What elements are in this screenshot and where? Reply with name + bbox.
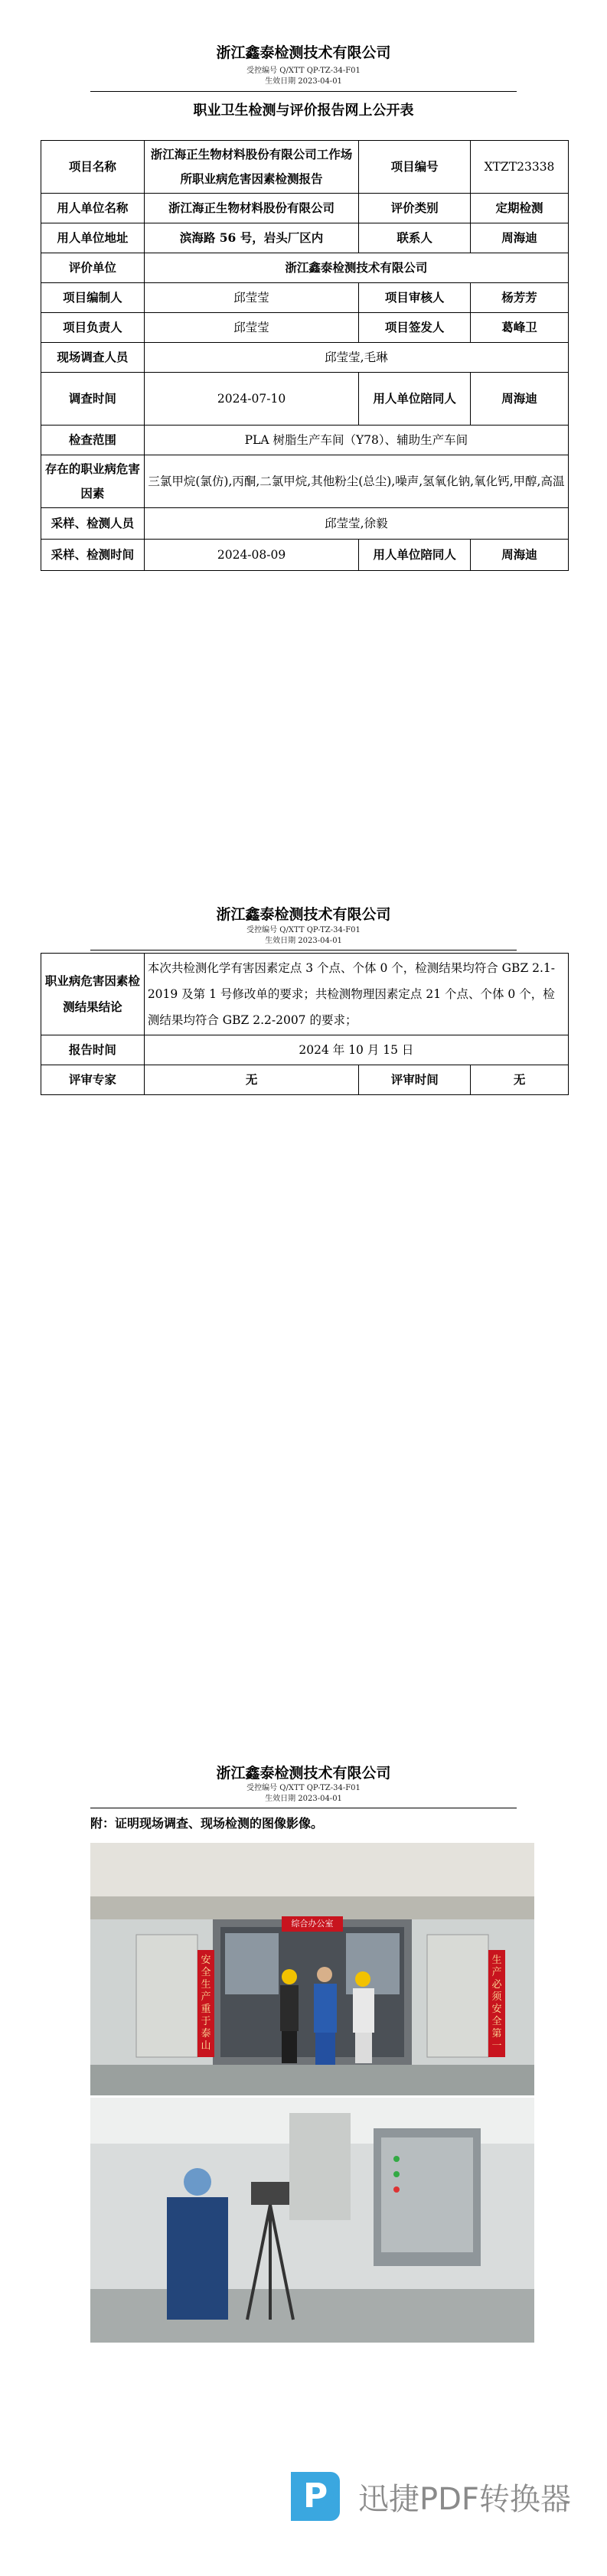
eval-unit-label: 评价单位 (41, 253, 145, 283)
watermark-logo-letter: P (303, 2477, 328, 2516)
control-number: 受控编号 Q/XTT QP-TZ-34-F01 (246, 1784, 361, 1792)
effective-date: 生效日期 2023-04-01 (265, 77, 342, 86)
table-row (41, 455, 569, 508)
table-row (41, 253, 569, 283)
project-name-label: 项目名称 (41, 141, 145, 194)
table-row (41, 283, 569, 313)
effective-date: 生效日期 2023-04-01 (265, 937, 342, 945)
hazards-label: 存在的职业病危害因素 (41, 455, 145, 508)
site-testing-photo (90, 2098, 534, 2343)
survey-time-label: 调查时间 (41, 373, 145, 426)
table-row (41, 194, 569, 223)
expert-label: 评审专家 (41, 1065, 145, 1095)
survey-time-value: 2024-07-10 (144, 373, 359, 426)
hazards-value: 三氯甲烷(氯仿),丙酮,二氯甲烷,其他粉尘(总尘),噪声,氢氧化钠,氧化钙,甲醇,高温 (144, 455, 568, 508)
project-name-value: 浙江海正生物材料股份有限公司工作场所职业病危害因素检测报告 (144, 141, 359, 194)
attachment-title: 附：证明现场调查、现场检测的图像影像。 (90, 1816, 324, 1831)
accompany2-label: 用人单位陪同人 (359, 540, 471, 571)
eval-type-label: 评价类别 (359, 194, 471, 223)
accompany2-value: 周海迪 (471, 540, 569, 571)
conclusion-value: 本次共检测化学有害因素定点 3 个点、个体 0 个，检测结果均符合 GBZ 2.1-2019 及第 1 号修改单的要求；共检测物理因素定点 21 个点、个体 0 个，检测结果均符合 GBZ 2.2-2007 的要求； (144, 954, 568, 1035)
door-plaque: 综合办公室 (291, 1919, 334, 1929)
compiler-label: 项目编制人 (41, 283, 145, 313)
site-investigator-label: 现场调查人员 (41, 343, 145, 373)
sampler-label: 采样、检测人员 (41, 508, 145, 540)
table-row (41, 343, 569, 373)
table-row (41, 1065, 569, 1095)
banner-right: 生产必须安全第一 (491, 1955, 502, 2052)
project-no-value: XTZT23338 (471, 141, 569, 194)
conclusion-table (41, 953, 569, 1095)
expert-value: 无 (144, 1065, 359, 1095)
issuer-label: 项目签发人 (359, 313, 471, 343)
site-survey-photo (90, 1843, 534, 2095)
reviewer-label: 项目审核人 (359, 283, 471, 313)
company-name: 浙江鑫泰检测技术有限公司 (216, 1765, 391, 1782)
project-no-label: 项目编号 (359, 141, 471, 194)
header-divider (90, 91, 517, 92)
converter-watermark (285, 2463, 576, 2532)
banner-left: 安全生产重于泰山 (201, 1955, 211, 2052)
contact-value: 周海迪 (471, 223, 569, 253)
accompany-value: 周海迪 (471, 373, 569, 426)
contact-label: 联系人 (359, 223, 471, 253)
effective-date: 生效日期 2023-04-01 (265, 1795, 342, 1803)
employer-value: 浙江海正生物材料股份有限公司 (144, 194, 359, 223)
table-row (41, 508, 569, 540)
table-row (41, 313, 569, 343)
control-number: 受控编号 Q/XTT QP-TZ-34-F01 (246, 67, 361, 75)
sample-time-value: 2024-08-09 (144, 540, 359, 571)
table-row (41, 954, 569, 1035)
document-title: 职业卫生检测与评价报告网上公开表 (193, 103, 414, 119)
info-table (41, 140, 569, 571)
leader-value: 邱莹莹 (144, 313, 359, 343)
company-name: 浙江鑫泰检测技术有限公司 (216, 44, 391, 61)
table-row (41, 141, 569, 194)
conclusion-label: 职业病危害因素检测结果结论 (41, 954, 145, 1035)
table-row (41, 426, 569, 455)
table-row (41, 1035, 569, 1065)
eval-unit-value: 浙江鑫泰检测技术有限公司 (144, 253, 568, 283)
report-time-value: 2024 年 10 月 15 日 (144, 1035, 568, 1065)
address-value: 滨海路 56 号，岩头厂区内 (144, 223, 359, 253)
eval-type-value: 定期检测 (471, 194, 569, 223)
scope-value: PLA 树脂生产车间（Y78）、辅助生产车间 (144, 426, 568, 455)
site-survey-illustration (90, 1843, 534, 2095)
table-row (41, 223, 569, 253)
report-time-label: 报告时间 (41, 1035, 145, 1065)
leader-label: 项目负责人 (41, 313, 145, 343)
reviewer-value: 杨芳芳 (471, 283, 569, 313)
header-divider (90, 950, 517, 951)
watermark-text: 迅捷PDF转换器 (358, 2482, 571, 2517)
address-label: 用人单位地址 (41, 223, 145, 253)
site-investigator-value: 邱莹莹,毛琳 (144, 343, 568, 373)
review-time-label: 评审时间 (359, 1065, 471, 1095)
control-number: 受控编号 Q/XTT QP-TZ-34-F01 (246, 926, 361, 934)
table-row (41, 373, 569, 426)
sampler-value: 邱莹莹,徐毅 (144, 508, 568, 540)
table-row (41, 540, 569, 571)
scope-label: 检查范围 (41, 426, 145, 455)
site-testing-illustration (90, 2098, 534, 2343)
review-time-value: 无 (471, 1065, 569, 1095)
employer-label: 用人单位名称 (41, 194, 145, 223)
compiler-value: 邱莹莹 (144, 283, 359, 313)
issuer-value: 葛峰卫 (471, 313, 569, 343)
accompany-label: 用人单位陪同人 (359, 373, 471, 426)
company-name: 浙江鑫泰检测技术有限公司 (216, 906, 391, 923)
sample-time-label: 采样、检测时间 (41, 540, 145, 571)
